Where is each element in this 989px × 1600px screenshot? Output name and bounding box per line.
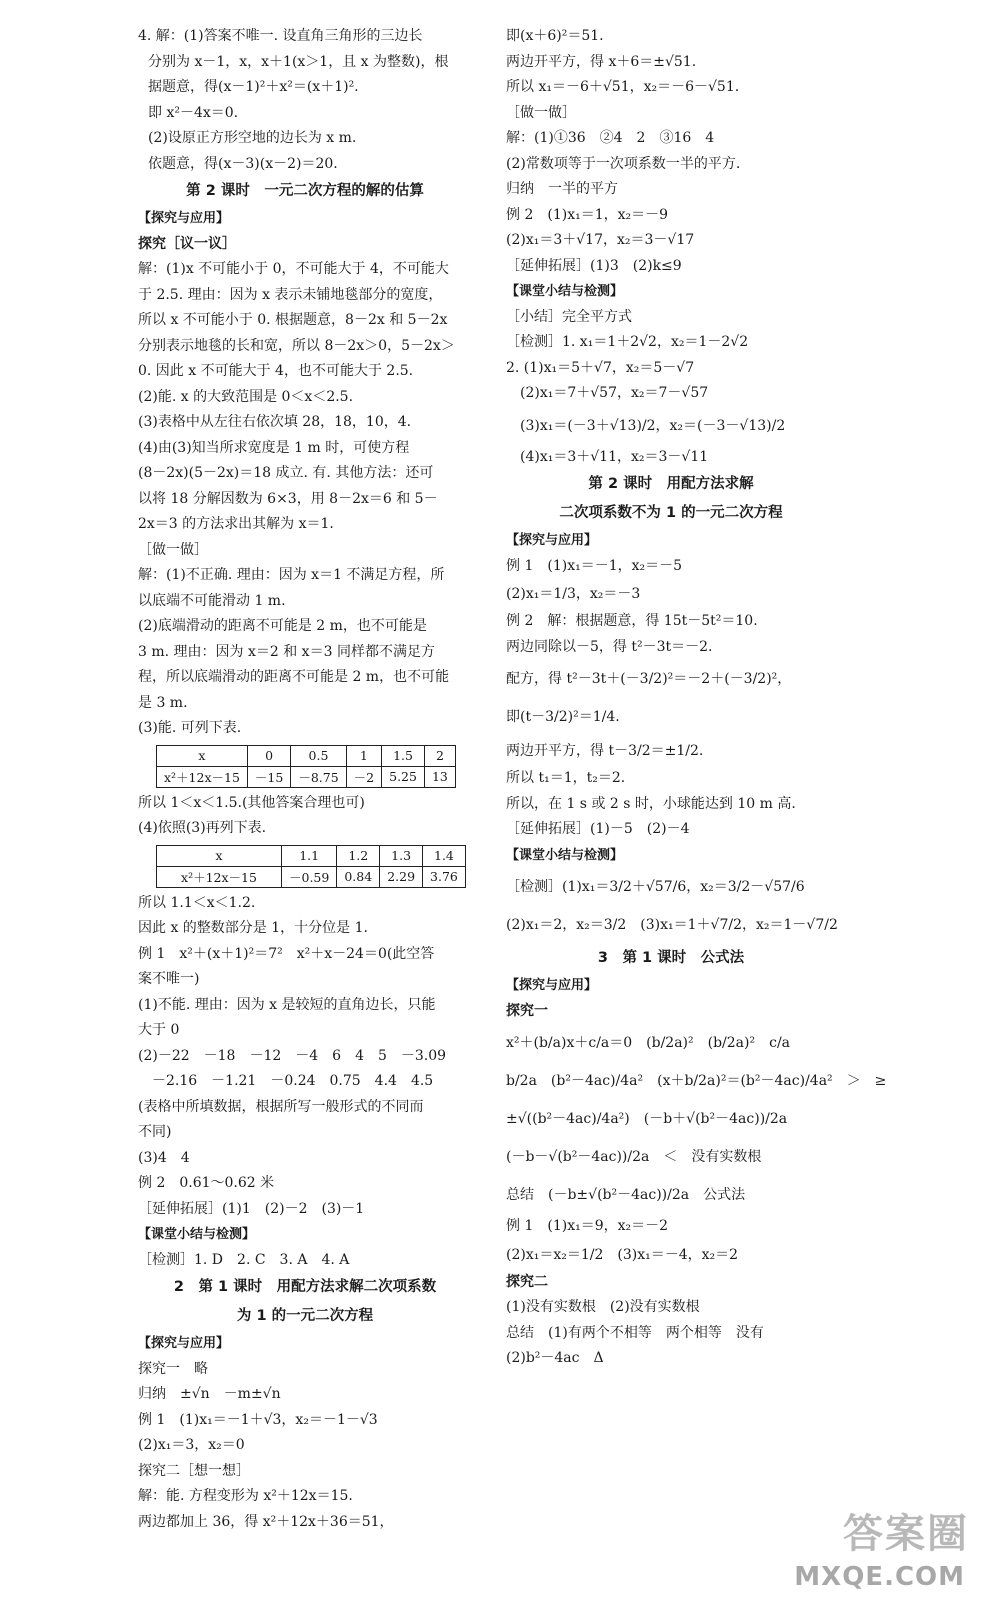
answer-line: ［检测］1. x₁＝1＋2√2，x₂＝1－2√2 — [506, 334, 749, 350]
answer-line: 两边都加上 36，得 x²＋12x＋36＝51， — [138, 1513, 394, 1530]
table-cell: 1.5 — [382, 745, 425, 766]
answer-line: 以将 18 分解因数为 6×3，用 8－2x＝6 和 5－ — [138, 490, 438, 507]
section-tag: 【课堂小结与检测】 — [138, 1227, 256, 1242]
answer-line: (3)能. 可列下表. — [138, 720, 242, 736]
answer-line: (3)x₁＝(－3＋√13)/2，x₂＝(－3－√13)/2 — [506, 417, 786, 434]
answer-line: 程，所以底端滑动的距离不可能是 2 m，也不可能 — [138, 669, 450, 685]
answer-line: 解：(1)不正确. 理由：因为 x＝1 不满足方程，所 — [138, 567, 445, 583]
watermark-logo-text: 答案圈 — [843, 1511, 969, 1557]
answer-line: 即(x＋6)²＝51. — [506, 28, 604, 44]
answer-line: (2)b²－4ac Δ — [506, 1350, 604, 1366]
section-title: 第 2 课时 用配方法求解 — [588, 476, 754, 492]
answer-line: 是 3 m. — [138, 694, 188, 711]
answer-line: (2)－22 －18 －12 －4 6 4 5 －3.09 — [138, 1047, 447, 1064]
table-row — [157, 845, 466, 866]
table-cell: x — [157, 745, 248, 766]
answer-line: (2)能. x 的大致范围是 0＜x＜2.5. — [138, 388, 354, 405]
answer-line: 所以 x 不可能小于 0. 根据题意，8－2x 和 5－2x — [138, 312, 448, 328]
answer-line: 不同) — [138, 1124, 172, 1140]
table-cell: 0.84 — [337, 866, 380, 887]
answer-line: 例 1 (1)x₁＝9，x₂＝－2 — [506, 1218, 669, 1234]
table-cell: 1.4 — [423, 845, 466, 866]
answer-line: ［延伸拓展］(1)1 (2)－2 (3)－1 — [138, 1200, 365, 1217]
answer-line: －2.16 －1.21 －0.24 0.75 4.4 4.5 — [138, 1073, 434, 1089]
answer-line: (2)底端滑动的距离不可能是 2 m，也不可能是 — [138, 618, 427, 634]
answer-line: 大于 0 — [138, 1022, 180, 1038]
answer-line: 解：(1)x 不可能小于 0，不可能大于 4，不可能大 — [138, 261, 449, 277]
section-tag: 【探究与应用】 — [138, 211, 230, 226]
table-cell: 1.1 — [282, 845, 337, 866]
table-cell: 5.25 — [382, 766, 425, 787]
answer-line: 归纳 ±√n －m±√n — [138, 1386, 281, 1402]
table-cell: 3.76 — [423, 866, 466, 887]
q4-line: 依题意，得(x－3)(x－2)＝20. — [148, 155, 338, 172]
formula-line: x²＋(b/a)x＋c/a＝0 (b/2a)² (b/2a)² c/a — [506, 1035, 791, 1051]
answer-line: (表格中所填数据，根据所写一般形式的不同而 — [138, 1098, 424, 1115]
answer-line: (4)依照(3)再列下表. — [138, 820, 267, 836]
answer-line: (2)x₁＝3，x₂＝0 — [138, 1437, 245, 1453]
answer-line: (8－2x)(5－2x)＝18 成立. 有. 其他方法：还可 — [138, 465, 434, 481]
section-tag: 【课堂小结与检测】 — [506, 284, 624, 299]
answer-line: 所以 t₁＝1，t₂＝2. — [506, 770, 626, 786]
table-cell: 1.3 — [380, 845, 423, 866]
answer-line: 两边开平方，得 x＋6＝±√51. — [506, 53, 697, 70]
formula-line: b/2a (b²－4ac)/4a² (x＋b/2a)²＝(b²－4ac)/4a² ＞ ≥ — [506, 1073, 887, 1089]
table-row — [157, 766, 456, 787]
left-column — [138, 24, 472, 1535]
section-title: 为 1 的一元二次方程 — [236, 1308, 374, 1324]
answer-line: 所以 1＜x＜1.5.(其他答案合理也可) — [138, 794, 365, 811]
q4-line: 4. 解：(1)答案不唯一. 设直角三角形的三边长 — [138, 28, 423, 44]
answer-line: (1)没有实数根 (2)没有实数根 — [506, 1299, 700, 1315]
answer-line: 所以，在 1 s 或 2 s 时，小球能达到 10 m 高. — [506, 795, 796, 812]
section-tag: 【课堂小结与检测】 — [506, 847, 624, 863]
table-cell: －15 — [247, 766, 290, 787]
answer-line: 例 2 解：根据题意，得 15t－5t²＝10. — [506, 613, 758, 629]
answer-line: (4)由(3)知当所求宽度是 1 m 时，可使方程 — [138, 439, 410, 456]
answer-line: 探究二［想一想］ — [138, 1462, 250, 1479]
answer-line: (3)4 4 — [138, 1149, 190, 1166]
table-cell: 0.5 — [291, 745, 346, 766]
table-cell: 1 — [346, 745, 381, 766]
section-tag: 【探究与应用】 — [138, 1336, 230, 1351]
table-cell: x — [157, 845, 282, 866]
answer-line: 解：(1)①36 ②4 2 ③16 4 — [506, 130, 715, 146]
table-cell: 2.29 — [380, 866, 423, 887]
q4-line: 即 x²－4x＝0. — [148, 104, 239, 121]
answer-line: 配方，得 t²－3t＋(－3/2)²＝－2＋(－3/2)²， — [506, 671, 792, 687]
do-label: ［做一做］ — [138, 541, 208, 558]
explore-label: 探究一 — [506, 1002, 548, 1019]
q4-line: 据题意，得(x－1)²＋x²＝(x＋1)². — [148, 79, 359, 95]
answer-line: ［检测］1. D 2. C 3. A 4. A — [138, 1251, 350, 1268]
table-cell: x²＋12x－15 — [157, 866, 282, 887]
answer-line: 两边同除以－5，得 t²－3t＝－2. — [506, 638, 713, 655]
answer-line: (3)表格中从左往右依次填 28，18，10，4. — [138, 414, 412, 430]
answer-line: 2x＝3 的方法求出其解为 x＝1. — [138, 516, 334, 532]
answer-line: (2)x₁＝7＋√57，x₂＝7－√57 — [506, 385, 709, 401]
answer-line: 即(t－3/2)²＝1/4. — [506, 709, 620, 725]
explore-label: 探究［议一议］ — [138, 235, 236, 252]
answer-line: 探究一 略 — [138, 1360, 208, 1377]
data-table-1 — [156, 745, 456, 788]
answer-line: 所以 x₁＝－6＋√51，x₂＝－6－√51. — [506, 79, 740, 95]
table-cell: －8.75 — [291, 766, 346, 787]
answer-line: 例 1 x²＋(x＋1)²＝7² x²＋x－24＝0(此空答 — [138, 945, 435, 962]
q4-line: 分别为 x－1，x，x＋1(x＞1，且 x 为整数)，根 — [148, 53, 449, 70]
table-2-wrap — [138, 845, 472, 888]
answer-line: 2. (1)x₁＝5＋√7，x₂＝5－√7 — [506, 359, 695, 376]
answer-line: 总结 (1)有两个不相等 两个相等 没有 — [506, 1324, 764, 1341]
answer-line: 分别表示地毯的长和宽，所以 8－2x＞0，5－2x＞ — [138, 337, 455, 354]
answer-line: 案不唯一) — [138, 971, 200, 987]
table-cell: 0 — [247, 745, 290, 766]
section-tag: 【探究与应用】 — [506, 978, 598, 993]
section-title: 第 2 课时 一元二次方程的解的估算 — [186, 183, 424, 199]
table-row — [157, 866, 466, 887]
answer-line: 3 m. 理由：因为 x＝2 和 x＝3 同样都不满足方 — [138, 643, 435, 660]
answer-line: 归纳 一半的平方 — [506, 181, 618, 197]
answer-line: 于 2.5. 理由：因为 x 表示未铺地毯部分的宽度， — [138, 286, 443, 303]
table-cell: 1.2 — [337, 845, 380, 866]
right-column — [506, 24, 887, 1372]
table-row — [157, 745, 456, 766]
answer-line: 因此 x 的整数部分是 1，十分位是 1. — [138, 920, 368, 936]
section-title: 2 第 1 课时 用配方法求解二次项系数 — [173, 1279, 437, 1295]
answer-line: (2)x₁＝2，x₂＝3/2 (3)x₁＝1＋√7/2，x₂＝1－√7/2 — [506, 917, 838, 933]
answer-line: 0. 因此 x 不可能大于 4，也不可能大于 2.5. — [138, 363, 414, 379]
q4-line: (2)设原正方形空地的边长为 x m. — [148, 130, 357, 146]
answer-line: ［检测］(1)x₁＝3/2＋√57/6，x₂＝3/2－√57/6 — [506, 879, 805, 895]
table-cell: 13 — [424, 766, 455, 787]
answer-line: (2)x₁＝3＋√17，x₂＝3－√17 — [506, 232, 695, 248]
formula-line: (－b－√(b²－4ac))/2a ＜ 没有实数根 — [506, 1149, 762, 1165]
data-table-2 — [156, 845, 466, 888]
answer-line: 所以 1.1＜x＜1.2. — [138, 894, 256, 911]
answer-line: (2)x₁＝1/3，x₂＝－3 — [506, 586, 641, 602]
answer-line: 例 2 0.61～0.62 米 — [138, 1175, 275, 1191]
section-title: 二次项系数不为 1 的一元二次方程 — [559, 505, 783, 521]
formula-line: 总结 (－b±√(b²－4ac))/2a 公式法 — [506, 1187, 746, 1203]
table-cell: －0.59 — [282, 866, 337, 887]
answer-line: 以底端不可能滑动 1 m. — [138, 592, 286, 609]
answer-line: ［延伸拓展］(1)3 (2)k≤9 — [506, 257, 682, 274]
answer-line: (2)常数项等于一次项系数一半的平方. — [506, 155, 741, 172]
table-cell: x²＋12x－15 — [157, 766, 248, 787]
table-1-wrap — [138, 745, 472, 788]
answer-line: (1)不能. 理由：因为 x 是较短的直角边长，只能 — [138, 996, 436, 1013]
site-watermark — [794, 1502, 979, 1592]
formula-line: ±√((b²－4ac)/4a²) (－b＋√(b²－4ac))/2a — [506, 1111, 788, 1127]
answer-line: 例 2 (1)x₁＝1，x₂＝－9 — [506, 206, 669, 223]
answer-line: (2)x₁＝x₂＝1/2 (3)x₁＝－4，x₂＝2 — [506, 1246, 739, 1263]
section-title: 3 第 1 课时 公式法 — [597, 950, 745, 966]
answer-line: (4)x₁＝3＋√11，x₂＝3－√11 — [506, 448, 709, 465]
answer-line: ［做一做］ — [506, 104, 576, 121]
answer-line: 两边开平方，得 t－3/2＝±1/2. — [506, 743, 704, 759]
answer-line: 例 1 (1)x₁＝－1＋√3，x₂＝－1－√3 — [138, 1411, 378, 1428]
answer-line: ［延伸拓展］(1)－5 (2)－4 — [506, 821, 690, 837]
answer-line: 解：能. 方程变形为 x²＋12x＝15. — [138, 1488, 353, 1504]
section-tag: 【探究与应用】 — [506, 533, 598, 548]
table-cell: －2 — [346, 766, 381, 787]
explore-label: 探究二 — [506, 1273, 548, 1290]
answer-line: ［小结］完全平方式 — [506, 308, 632, 325]
answer-line: 例 1 (1)x₁＝－1，x₂＝－5 — [506, 557, 683, 574]
watermark-domain: MXQE.COM — [794, 1562, 965, 1592]
table-cell: 2 — [424, 745, 455, 766]
